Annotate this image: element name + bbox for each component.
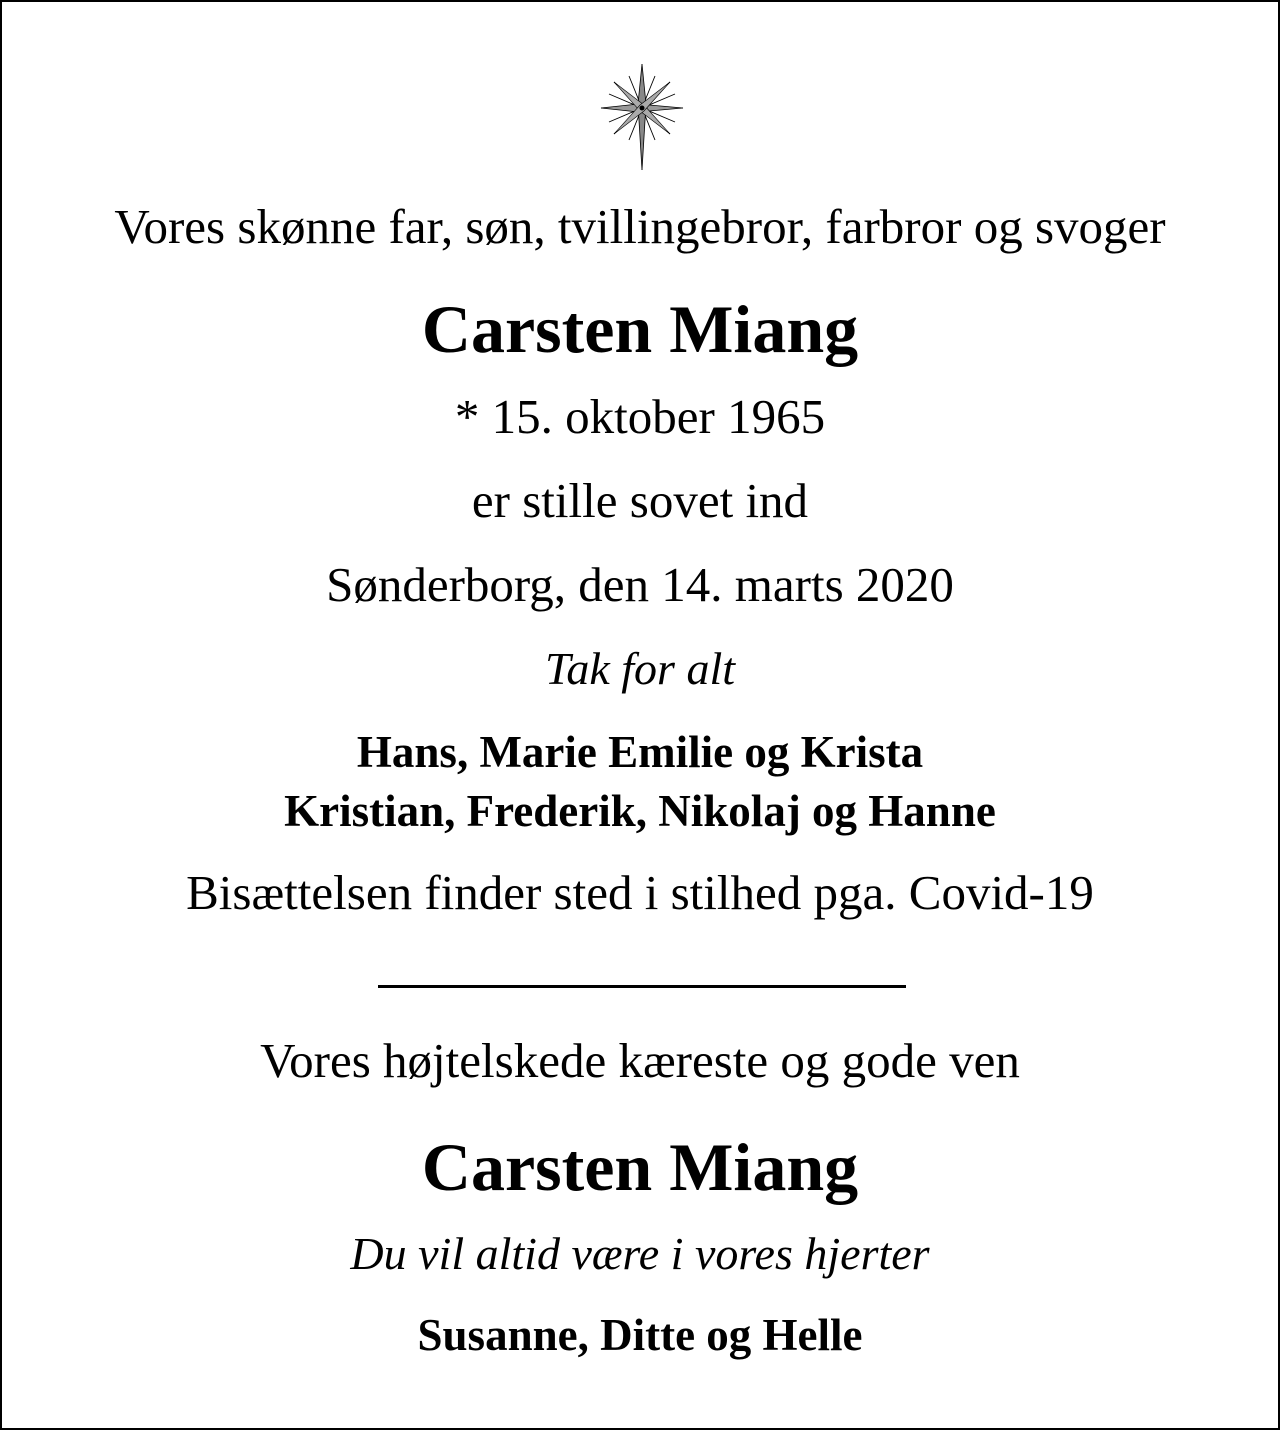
passed-text: er stille sovet ind — [471, 473, 809, 528]
family-signers-line-1: Hans, Marie Emilie og Krista — [356, 727, 924, 777]
family-signers-line-2: Kristian, Frederik, Nikolaj og Hanne — [284, 786, 996, 836]
notice2-deceased-name: Carsten Miang — [421, 1129, 859, 1205]
funeral-info: Bisættelsen finder sted i stilhed pga. Covid-19 — [186, 865, 1094, 920]
star-icon — [599, 62, 685, 172]
notice2-intro: Vores højtelskede kæreste og gode ven — [260, 1033, 1020, 1088]
notice1-deceased-name: Carsten Miang — [421, 291, 859, 367]
birth-date: * 15. oktober 1965 — [454, 389, 826, 444]
thanks-text: Tak for alt — [544, 643, 736, 694]
notice1-intro: Vores skønne far, søn, tvillingebror, farbror og svoger — [114, 199, 1166, 254]
notice2-signers: Susanne, Ditte og Helle — [417, 1310, 863, 1360]
divider — [378, 985, 906, 988]
notice2-message: Du vil altid være i vores hjerter — [350, 1228, 930, 1279]
place-and-date: Sønderborg, den 14. marts 2020 — [326, 557, 954, 612]
